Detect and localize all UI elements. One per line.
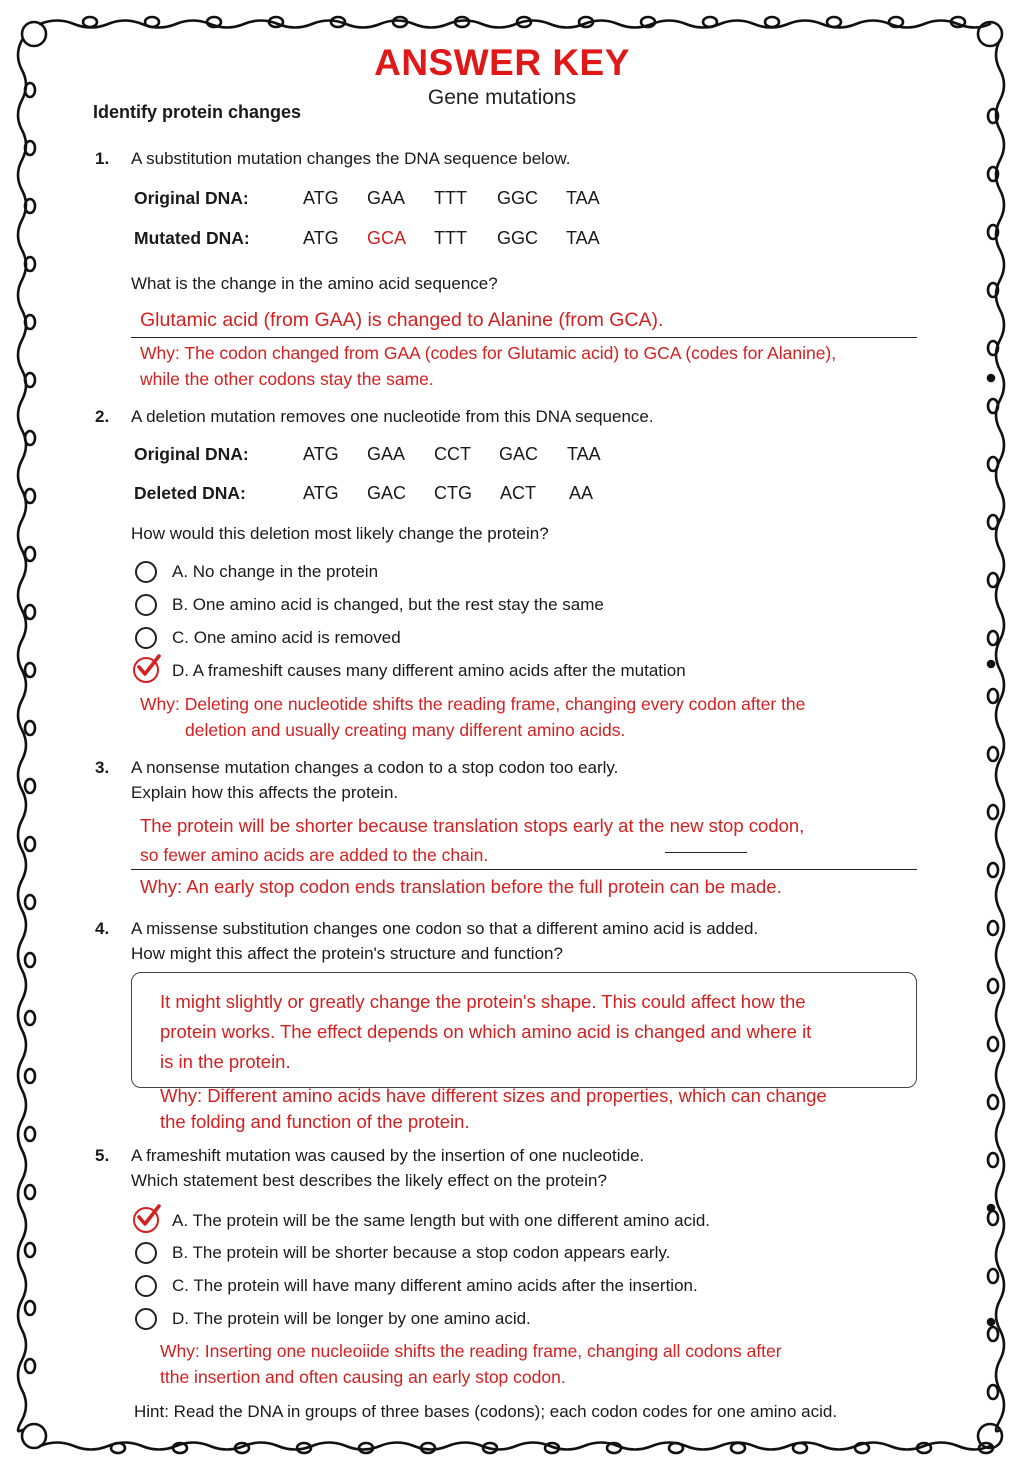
answer-line bbox=[131, 337, 917, 338]
codon: ATG bbox=[303, 483, 339, 503]
hint-text: Hint: Read the DNA in groups of three bases (codons); each codon codes for one amino acid. bbox=[134, 1402, 838, 1421]
question-number: 2. bbox=[95, 407, 110, 426]
codon: GGC bbox=[497, 188, 539, 208]
answer-text: Glutamic acid (from GAA) is changed to Alanine (from GCA). bbox=[140, 309, 664, 331]
dna-row-label: Mutated DNA: bbox=[134, 228, 250, 248]
option-label: B. The protein will be shorter because a stop codon appears early. bbox=[172, 1243, 671, 1262]
section-heading: Identify protein changes bbox=[93, 102, 302, 122]
explanation-line: Why: Inserting one nucleoiide shifts the reading frame, changing all codons after bbox=[160, 1341, 782, 1361]
explanation-line: the folding and function of the protein. bbox=[160, 1111, 470, 1132]
codon: TTT bbox=[434, 228, 467, 248]
answer-text: so fewer amino acids are added to the chain. bbox=[140, 845, 489, 865]
explanation-line: deletion and usually creating many different amino acids. bbox=[185, 720, 626, 740]
page-subtitle: Gene mutations bbox=[427, 86, 577, 109]
codon: GAA bbox=[367, 188, 406, 208]
option-label: C. The protein will have many different amino acids after the insertion. bbox=[172, 1276, 698, 1295]
dna-row-label: Original DNA: bbox=[134, 188, 249, 208]
explanation-line: Why: An early stop codon ends translation before the full protein can be made. bbox=[140, 876, 782, 897]
explanation-line: while the other codons stay the same. bbox=[140, 369, 434, 389]
codon: GAA bbox=[367, 444, 406, 464]
question-prompt: A substitution mutation changes the DNA sequence below. bbox=[131, 149, 571, 168]
question-number: 5. bbox=[95, 1146, 110, 1165]
option-label: D. The protein will be longer by one amino acid. bbox=[172, 1309, 531, 1328]
question-prompt: How might this affect the protein's structure and function? bbox=[131, 944, 563, 963]
codon: ATG bbox=[303, 228, 339, 248]
radio-option-c[interactable] bbox=[135, 1275, 157, 1297]
codon: ACT bbox=[500, 483, 536, 503]
dna-row-label: Original DNA: bbox=[134, 444, 249, 464]
option-label: B. One amino acid is changed, but the rest stay the same bbox=[172, 595, 604, 614]
explanation-line: Why: The codon changed from GAA (codes for Glutamic acid) to GCA (codes for Alanine), bbox=[140, 343, 837, 363]
explanation-line: Why: Deleting one nucleotide shifts the reading frame, changing every codon after the bbox=[140, 694, 806, 714]
question-prompt: A missense substitution changes one codon so that a different amino acid is added. bbox=[131, 919, 759, 938]
codon: TAA bbox=[566, 188, 600, 208]
dna-row-label: Deleted DNA: bbox=[134, 483, 246, 503]
codon: TTT bbox=[434, 188, 467, 208]
question-prompt: Which statement best describes the likely effect on the protein? bbox=[131, 1171, 607, 1190]
codon: ATG bbox=[303, 188, 339, 208]
codon: GAC bbox=[499, 444, 539, 464]
checkmark-icon bbox=[133, 1202, 163, 1232]
codon: TAA bbox=[566, 228, 600, 248]
option-label: C. One amino acid is removed bbox=[172, 628, 401, 647]
question-number: 1. bbox=[95, 149, 110, 168]
codon: AA bbox=[569, 483, 594, 503]
answer-line bbox=[131, 869, 917, 870]
codon-mutated: GCA bbox=[367, 228, 407, 248]
codon: GGC bbox=[497, 228, 539, 248]
checkmark-icon bbox=[133, 652, 163, 682]
radio-option-c[interactable] bbox=[135, 627, 157, 649]
option-label: A. The protein will be the same length but with one different amino acid. bbox=[172, 1211, 711, 1230]
codon: ATG bbox=[303, 444, 339, 464]
answer-text: It might slightly or greatly change the protein's shape. This could affect how the bbox=[160, 991, 806, 1012]
answer-text: The protein will be shorter because translation stops early at the new stop codon, bbox=[140, 815, 805, 836]
codon: CTG bbox=[434, 483, 472, 503]
option-label: D. A frameshift causes many different amino acids after the mutation bbox=[172, 661, 686, 680]
answer-text: is in the protein. bbox=[160, 1051, 291, 1072]
sub-question: What is the change in the amino acid sequence? bbox=[131, 274, 498, 293]
question-prompt: A nonsense mutation changes a codon to a stop codon too early. bbox=[131, 758, 619, 777]
question-prompt: A frameshift mutation was caused by the insertion of one nucleotide. bbox=[131, 1146, 645, 1165]
page-title: ANSWER KEY bbox=[374, 42, 630, 83]
codon: TAA bbox=[567, 444, 601, 464]
question-number: 4. bbox=[95, 919, 110, 938]
radio-option-b[interactable] bbox=[135, 594, 157, 616]
explanation-line: tthe insertion and often causing an early stop codon. bbox=[160, 1367, 566, 1387]
codon: GAC bbox=[367, 483, 407, 503]
radio-option-d[interactable] bbox=[135, 1308, 157, 1330]
question-prompt: Explain how this affects the protein. bbox=[131, 783, 399, 802]
radio-option-a[interactable] bbox=[135, 561, 157, 583]
radio-option-b[interactable] bbox=[135, 1242, 157, 1264]
answer-line bbox=[665, 852, 747, 853]
sub-question: How would this deletion most likely change the protein? bbox=[131, 524, 549, 543]
explanation-line: Why: Different amino acids have different sizes and properties, which can change bbox=[160, 1085, 827, 1106]
option-label: A. No change in the protein bbox=[172, 562, 379, 581]
answer-text: protein works. The effect depends on which amino acid is changed and where it bbox=[160, 1021, 812, 1042]
codon: CCT bbox=[434, 444, 471, 464]
question-number: 3. bbox=[95, 758, 110, 777]
question-prompt: A deletion mutation removes one nucleotide from this DNA sequence. bbox=[131, 407, 654, 426]
